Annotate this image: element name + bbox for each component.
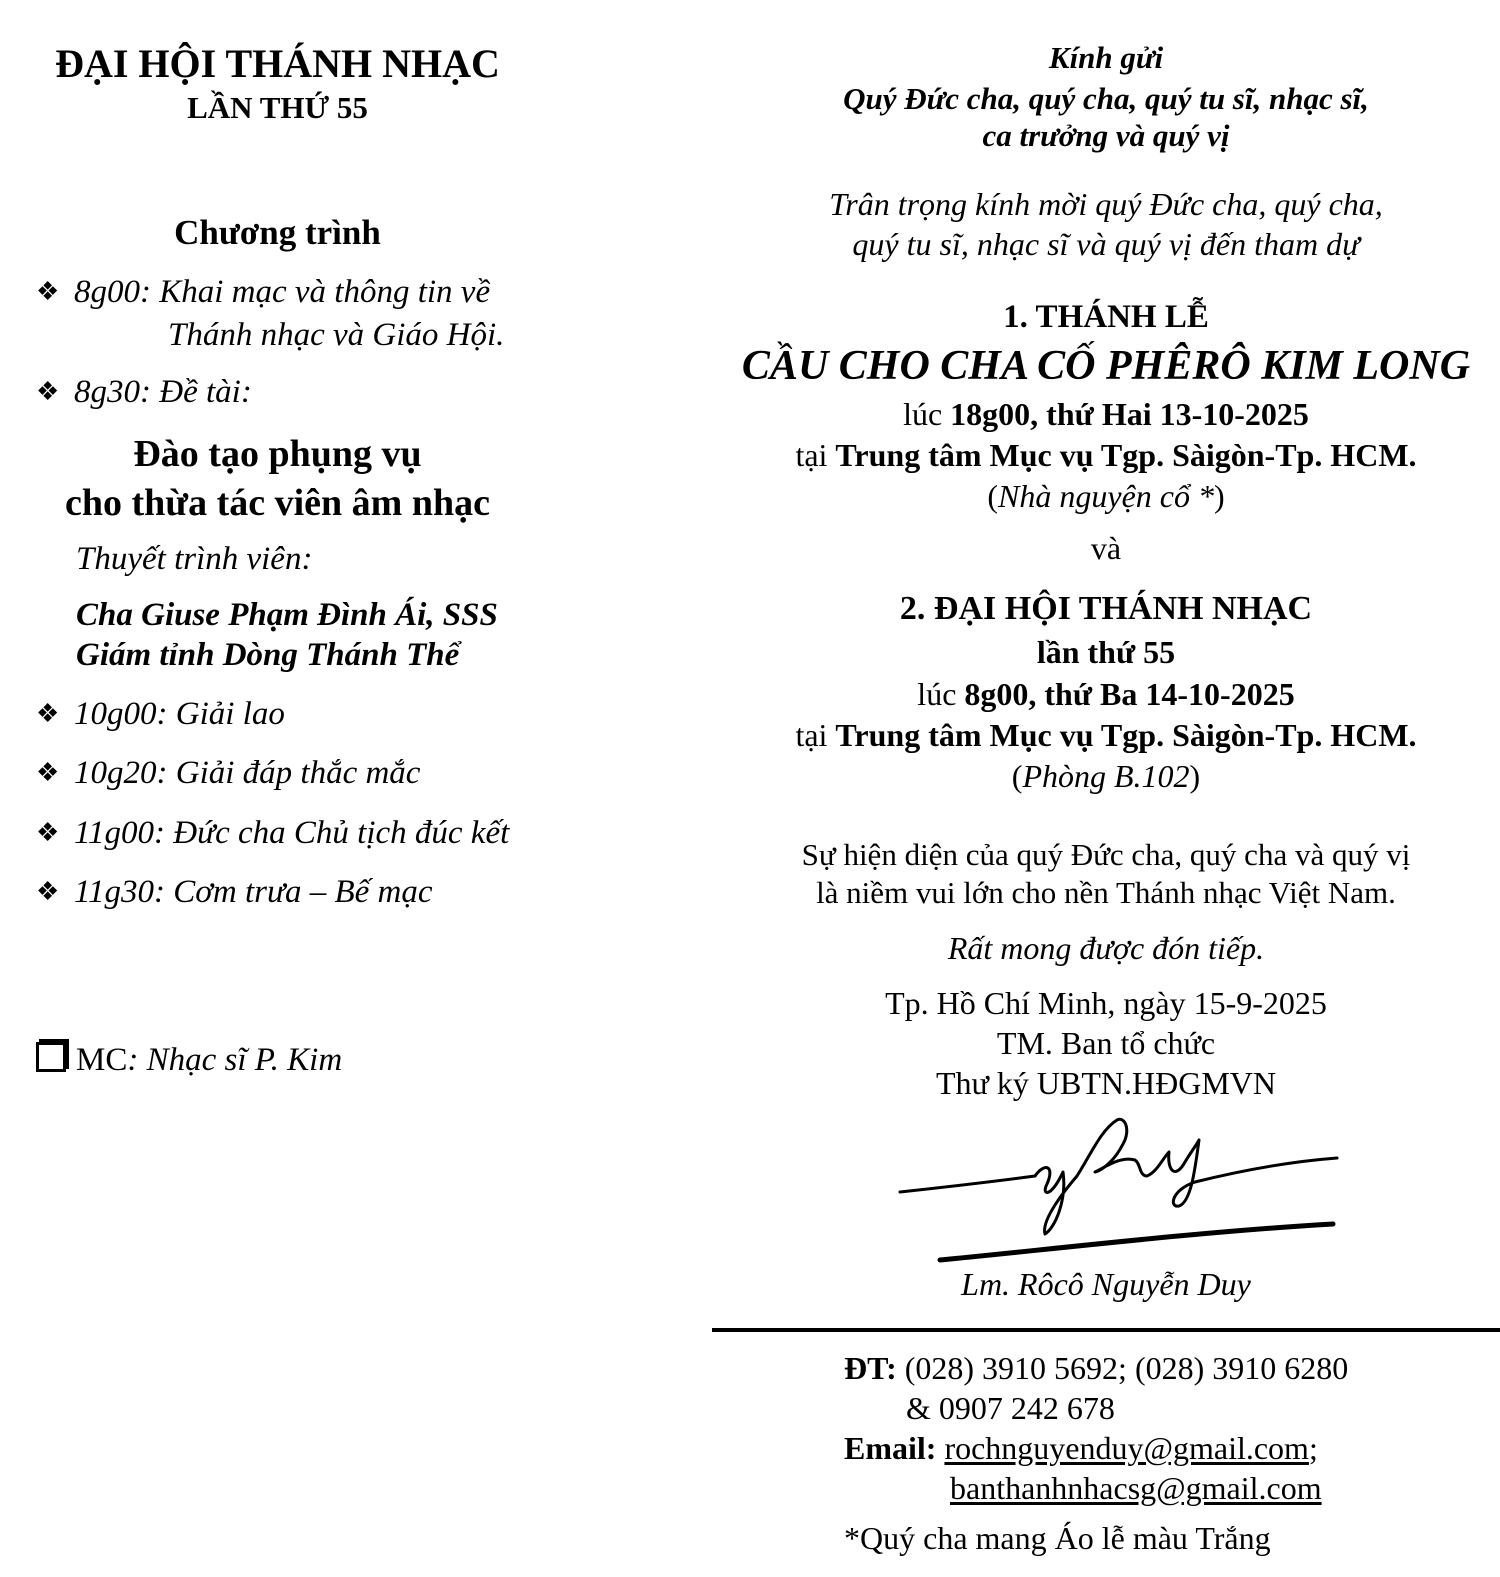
invite-line-1: Trân trọng kính mời quý Đức cha, quý cha, [829, 186, 1383, 222]
bullet-diamond-icon: ❖ [36, 818, 60, 847]
phone-label: ĐT: [844, 1350, 897, 1386]
mc-value: : Nhạc sĩ P. Kim [127, 1042, 343, 1078]
greeting-line-1: Kính gửi [1048, 40, 1164, 75]
event-edition: LẦN THỨ 55 [187, 90, 368, 125]
program-item-1 [36, 274, 490, 311]
program-time: 8g30: [74, 374, 151, 410]
topic-line-2: cho thừa tác viên âm nhạc [65, 482, 490, 524]
presence-line-1: Sự hiện diện của quý Đức cha, quý cha và quý vị [801, 837, 1411, 872]
bullet-diamond-icon: ❖ [36, 877, 60, 906]
event2-room: (Phòng B.102) [1011, 758, 1201, 794]
time-prefix: lúc [917, 676, 965, 712]
bullet-diamond-icon: ❖ [36, 277, 60, 306]
program-text: 11g30: Cơm trưa – Bế mạc [74, 874, 433, 910]
event2-place [712, 717, 1500, 754]
email-link-2[interactable]: banthanhnhacsg@gmail.com [950, 1470, 1322, 1506]
speaker-label: Thuyết trình viên: [76, 541, 313, 577]
program-heading: Chương trình [174, 213, 381, 252]
signer-name: Lm. Rôcô Nguyễn Duy [961, 1266, 1251, 1302]
invite-line-2: quý tu sĩ, nhạc sĩ và quý vị đến tham dự [852, 226, 1360, 262]
speaker-name: Cha Giuse Phạm Đình Ái, SSS [76, 597, 498, 633]
speaker-role: Giám tỉnh Dòng Thánh Thể [76, 637, 460, 673]
program-item-6 [36, 874, 433, 911]
event1-title: CẦU CHO CHA CỐ PHÊRÔ KIM LONG [741, 343, 1471, 389]
room-value: Nhà nguyện cổ * [998, 478, 1214, 514]
time-value: 8g00, thứ Ba 14-10-2025 [964, 676, 1295, 712]
divider [712, 1328, 1500, 1332]
time-value: 18g00, thứ Hai 13-10-2025 [950, 396, 1309, 432]
place-prefix: tại [795, 717, 836, 753]
program-text: 10g20: Giải đáp thắc mắc [74, 755, 421, 791]
event1-room: (Nhà nguyện cổ *) [987, 478, 1225, 514]
event1-heading: 1. THÁNH LỄ [1003, 299, 1209, 335]
vestment-note: *Quý cha mang Áo lễ màu Trắng [844, 1520, 1271, 1556]
program-text: Khai mạc và thông tin về [159, 274, 491, 310]
signature [895, 1110, 1345, 1270]
program-item-2 [36, 374, 252, 411]
mc-label: MC [76, 1042, 128, 1078]
email-line-1 [844, 1430, 1318, 1467]
program-item-1-cont: Thánh nhạc và Giáo Hội. [168, 317, 505, 353]
event2-time [712, 676, 1500, 713]
presence-line-2: là niềm vui lớn cho nền Thánh nhạc Việt Nam. [816, 875, 1396, 910]
program-item-3 [36, 696, 285, 733]
phone-value: (028) 3910 5692; (028) 3910 6280 [904, 1350, 1349, 1386]
room-value: Phòng B.102 [1022, 758, 1190, 794]
topic-line-1: Đào tạo phụng vụ [133, 433, 422, 475]
and-word: và [1090, 530, 1122, 566]
bullet-diamond-icon: ❖ [36, 377, 60, 406]
greeting-line-3: ca trưởng và quý vị [982, 118, 1230, 153]
place-value: Trung tâm Mục vụ Tgp. Sàigòn-Tp. HCM. [835, 437, 1417, 473]
time-prefix: lúc [903, 396, 951, 432]
email-label: Email: [844, 1430, 937, 1466]
place-date: Tp. Hồ Chí Minh, ngày 15-9-2025 [885, 985, 1327, 1021]
welcome-text: Rất mong được đón tiếp. [947, 930, 1265, 966]
email-line-2 [950, 1470, 1322, 1507]
event1-time [712, 396, 1500, 433]
organizer: TM. Ban tổ chức [996, 1025, 1216, 1061]
event2-heading: 2. ĐẠI HỘI THÁNH NHẠC [899, 590, 1313, 627]
phone-line-1 [844, 1350, 1348, 1387]
program-text: 11g00: Đức cha Chủ tịch đúc kết [74, 815, 510, 851]
place-prefix: tại [795, 437, 836, 473]
program-item-5 [36, 815, 509, 852]
place-value: Trung tâm Mục vụ Tgp. Sàigòn-Tp. HCM. [835, 717, 1417, 753]
greeting-line-2: Quý Đức cha, quý cha, quý tu sĩ, nhạc sĩ, [843, 81, 1369, 116]
bullet-diamond-icon: ❖ [36, 699, 60, 728]
program-text: Đề tài: [159, 374, 252, 410]
bullet-diamond-icon: ❖ [36, 758, 60, 787]
event-title: ĐẠI HỘI THÁNH NHẠC [55, 41, 500, 86]
checkbox-icon [36, 1042, 66, 1072]
program-time: 8g00: [74, 274, 151, 310]
secretary-title: Thư ký UBTN.HĐGMVN [936, 1065, 1276, 1101]
event2-subheading: lần thứ 55 [1036, 634, 1176, 670]
phone-line-2: & 0907 242 678 [906, 1390, 1115, 1426]
email-link-1[interactable]: rochnguyenduy@gmail.com [944, 1430, 1309, 1466]
program-item-4 [36, 755, 420, 792]
program-text: 10g00: Giải lao [74, 696, 285, 732]
email-separator: ; [1308, 1430, 1318, 1466]
event1-place [712, 437, 1500, 474]
mc-line [36, 1040, 342, 1079]
